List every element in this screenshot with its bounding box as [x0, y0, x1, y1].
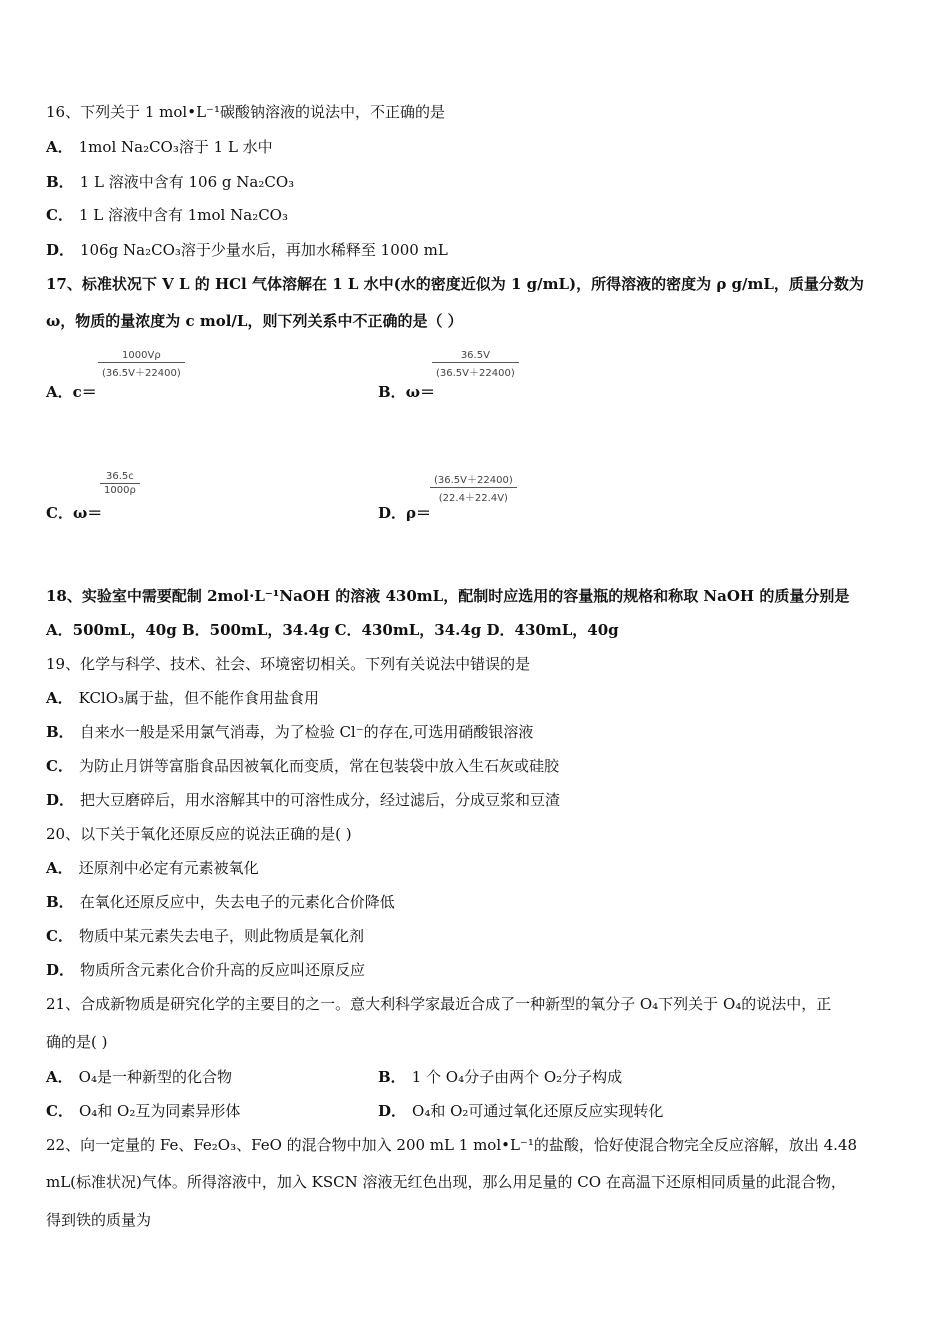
q19-option-d: [46, 790, 560, 810]
option-text: 自来水一般是采用氯气消毒，为了检验 Cl⁻的存在,可选用硝酸银溶液: [79, 723, 534, 741]
option-label: C．: [46, 206, 73, 224]
option-label: B．: [378, 1068, 406, 1086]
option-label: B．: [46, 173, 74, 191]
option-text: c＝: [72, 383, 97, 401]
option-label: C．: [46, 1102, 73, 1120]
q16-option-b: [46, 172, 294, 192]
q21-option-c: [46, 1101, 240, 1121]
option-text: ω＝: [72, 504, 103, 522]
q16-stem: 16、下列关于 1 mol•L⁻¹碳酸钠溶液的说法中，不正确的是: [46, 103, 445, 121]
q19-option-c: [46, 756, 559, 776]
option-label: D．: [378, 504, 407, 522]
fraction-bar: [432, 362, 519, 363]
option-text: 物质所含元素化合价升高的反应叫还原反应: [80, 961, 366, 979]
option-text: ω＝: [405, 383, 435, 401]
option-text: O₄和 O₂互为同素异形体: [78, 1102, 241, 1120]
option-label: A．: [46, 689, 73, 707]
fraction-numerator: 36.5c: [106, 471, 134, 482]
q17-a-fraction: [98, 350, 185, 379]
fraction-bar: [98, 362, 185, 363]
option-label: D．: [378, 1102, 407, 1120]
q18-stem: 18、实验室中需要配制 2mol·L⁻¹NaOH 的溶液 430mL，配制时应选用的容量瓶的规格和称取 NaOH 的质量分别是: [46, 587, 850, 605]
option-label: A．: [46, 859, 73, 877]
q20-option-b: [46, 892, 395, 912]
fraction-denominator: (22.4＋22.4V): [438, 493, 508, 504]
q16-option-a: [46, 137, 273, 157]
fraction-denominator: (36.5V＋22400): [436, 368, 515, 379]
q17-stem-line1: 17、标准状况下 V L 的 HCl 气体溶解在 1 L 水中(水的密度近似为 1 g/mL)，所得溶液的密度为 ρ g/mL，质量分数为: [46, 275, 864, 293]
option-label: A．: [46, 1068, 73, 1086]
q18-options: A．500mL，40g B．500mL，34.4g C．430mL，34.4g D．430mL，40g: [46, 621, 619, 639]
option-text: 在氧化还原反应中，失去电子的元素化合价降低: [79, 893, 395, 911]
option-text: 为防止月饼等富脂食品因被氧化而变质，常在包装袋中放入生石灰或硅胶: [78, 757, 559, 775]
option-label: D．: [46, 961, 75, 979]
q17-option-b: [378, 382, 435, 402]
q17-option-c: [46, 503, 102, 523]
option-text: 1 L 溶液中含有 1mol Na₂CO₃: [78, 206, 288, 224]
q20-option-d: [46, 960, 365, 980]
option-label: C．: [46, 757, 73, 775]
q17-stem-line2: ω，物质的量浓度为 c mol/L，则下列关系中不正确的是（ ）: [46, 312, 463, 330]
option-label: D．: [46, 241, 75, 259]
fraction-bar: [430, 487, 517, 488]
fraction-numerator: 1000Vρ: [122, 350, 161, 361]
option-label: A．: [46, 138, 73, 156]
option-label: C．: [46, 927, 73, 945]
q17-option-d: [378, 503, 431, 523]
q19-option-a: [46, 688, 319, 708]
fraction-numerator: 36.5V: [460, 350, 490, 361]
option-text: 还原剂中必定有元素被氧化: [78, 859, 259, 877]
q16-option-d: [46, 240, 448, 260]
q20-option-a: [46, 858, 259, 878]
q17-c-fraction: [100, 471, 140, 496]
q21-option-a: [46, 1067, 232, 1087]
fraction-denominator: (36.5V＋22400): [102, 368, 181, 379]
option-text: 1mol Na₂CO₃溶于 1 L 水中: [78, 138, 273, 156]
option-label: C．: [46, 504, 73, 522]
q21-option-b: [378, 1067, 622, 1087]
option-text: O₄是一种新型的化合物: [78, 1068, 232, 1086]
q22-stem-line1: 22、向一定量的 Fe、Fe₂O₃、FeO 的混合物中加入 200 mL 1 mol•L⁻¹的盐酸，恰好使混合物完全反应溶解，放出 4.48: [46, 1136, 858, 1154]
option-text: 1 个 O₄分子由两个 O₂分子构成: [411, 1068, 623, 1086]
option-label: D．: [46, 791, 75, 809]
option-text: ρ＝: [406, 504, 431, 522]
q22-stem-line3: 得到铁的质量为: [46, 1211, 152, 1229]
option-label: B．: [46, 723, 74, 741]
q21-stem-line2: 确的是( ): [46, 1033, 108, 1051]
fraction-numerator: (36.5V＋22400): [434, 475, 513, 486]
q16-option-c: [46, 205, 288, 225]
q17-d-fraction: [430, 471, 517, 504]
option-label: A．: [46, 383, 73, 401]
q20-stem: 20、以下关于氧化还原反应的说法正确的是( ): [46, 825, 352, 843]
option-label: B．: [46, 893, 74, 911]
option-text: KClO₃属于盐，但不能作食用盐食用: [78, 689, 320, 707]
fraction-bar: [100, 483, 140, 484]
q21-option-d: [378, 1101, 663, 1121]
q20-option-c: [46, 926, 364, 946]
fraction-denominator: 1000ρ: [104, 485, 136, 496]
q19-option-b: [46, 722, 533, 742]
option-label: B．: [378, 383, 406, 401]
q21-stem-line1: 21、合成新物质是研究化学的主要目的之一。意大利科学家最近合成了一种新型的氧分子 O₄下列关于 O₄的说法中，正: [46, 995, 832, 1013]
option-text: 把大豆磨碎后，用水溶解其中的可溶性成分，经过滤后，分成豆浆和豆渣: [80, 791, 561, 809]
q22-stem-line2: mL(标准状况)气体。所得溶液中，加入 KSCN 溶液无红色出现，那么用足量的 CO 在高温下还原相同质量的此混合物，: [46, 1173, 846, 1191]
q19-stem: 19、化学与科学、技术、社会、环境密切相关。下列有关说法中错误的是: [46, 655, 531, 673]
q17-b-fraction: [432, 350, 519, 379]
option-text: 106g Na₂CO₃溶于少量水后，再加水稀释至 1000 mL: [80, 241, 448, 259]
option-text: 物质中某元素失去电子，则此物质是氧化剂: [78, 927, 364, 945]
q17-option-a: [46, 382, 97, 402]
option-text: O₄和 O₂可通过氧化还原反应实现转化: [412, 1102, 664, 1120]
option-text: 1 L 溶液中含有 106 g Na₂CO₃: [79, 173, 295, 191]
